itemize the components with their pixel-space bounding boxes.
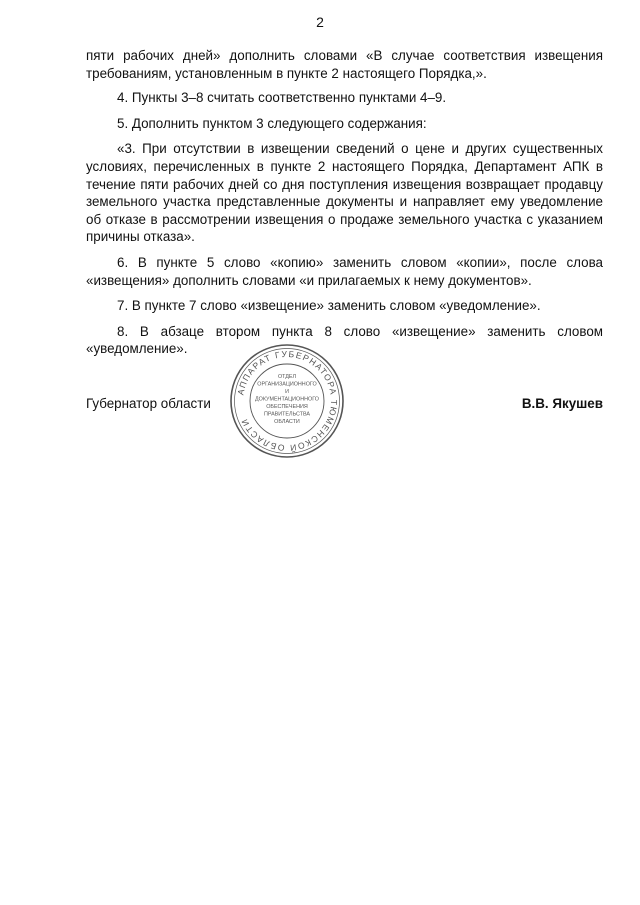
paragraph-continuation: пяти рабочих дней» дополнить словами «В случае соответствия извещения требованиям, установленным в пункте 2 настоящего Порядка,». xyxy=(86,48,603,81)
paragraph-item-4: 4. Пункты 3–8 считать соответственно пунктами 4–9. xyxy=(117,90,447,106)
seal-line-2: ОРГАНИЗАЦИОННОГО xyxy=(257,381,317,388)
paragraph-quoted-item-3: «3. При отсутствии в извещении сведений о цене и других существенных условиях, перечисленных в пункте 2 настоящего Порядка, Департамент АПК в течение пяти рабочих дней со дня поступления извещения возвращает продавцу земельного участка представленные документы и направляет ему уведомление об отказе в рассмотрении извещения о продаже земельного участка с указанием причины отказа». xyxy=(86,141,603,245)
seal-icon xyxy=(227,341,347,461)
paragraph-item-5: 5. Дополнить пунктом 3 следующего содержания: xyxy=(117,115,427,131)
paragraph-item-7: 7. В пункте 7 слово «извещение» заменить словом «уведомление». xyxy=(117,298,541,314)
document-body xyxy=(86,47,603,366)
seal-line-7: ОБЛАСТИ xyxy=(274,419,300,425)
seal-line-4: ДОКУМЕНТАЦИОННОГО xyxy=(255,396,319,403)
seal-line-5: ОБЕСПЕЧЕНИЯ xyxy=(266,404,308,410)
governor-title: Губернатор области xyxy=(86,396,211,411)
seal-line-1: ОТДЕЛ xyxy=(277,374,297,380)
governor-name: В.В. Якушев xyxy=(521,396,603,411)
official-seal xyxy=(227,341,347,461)
seal-line-6: ПРАВИТЕЛЬСТВА xyxy=(263,411,311,418)
paragraph-item-6: 6. В пункте 5 слово «копию» заменить словом «копии», после слова «извещения» дополнить словами «и прилагаемых к нему документов». xyxy=(86,254,603,288)
page-number: 2 xyxy=(316,14,324,30)
paragraph-item-8: 8. В абзаце втором пункта 8 слово «извещение» заменить словом «уведомление». xyxy=(86,323,603,357)
seal-ring-text: АППАРАТ ГУБЕРНАТОРА ТЮМЕНСКОЙ ОБЛАСТИ xyxy=(235,348,340,454)
seal-line-3: И xyxy=(285,389,289,395)
